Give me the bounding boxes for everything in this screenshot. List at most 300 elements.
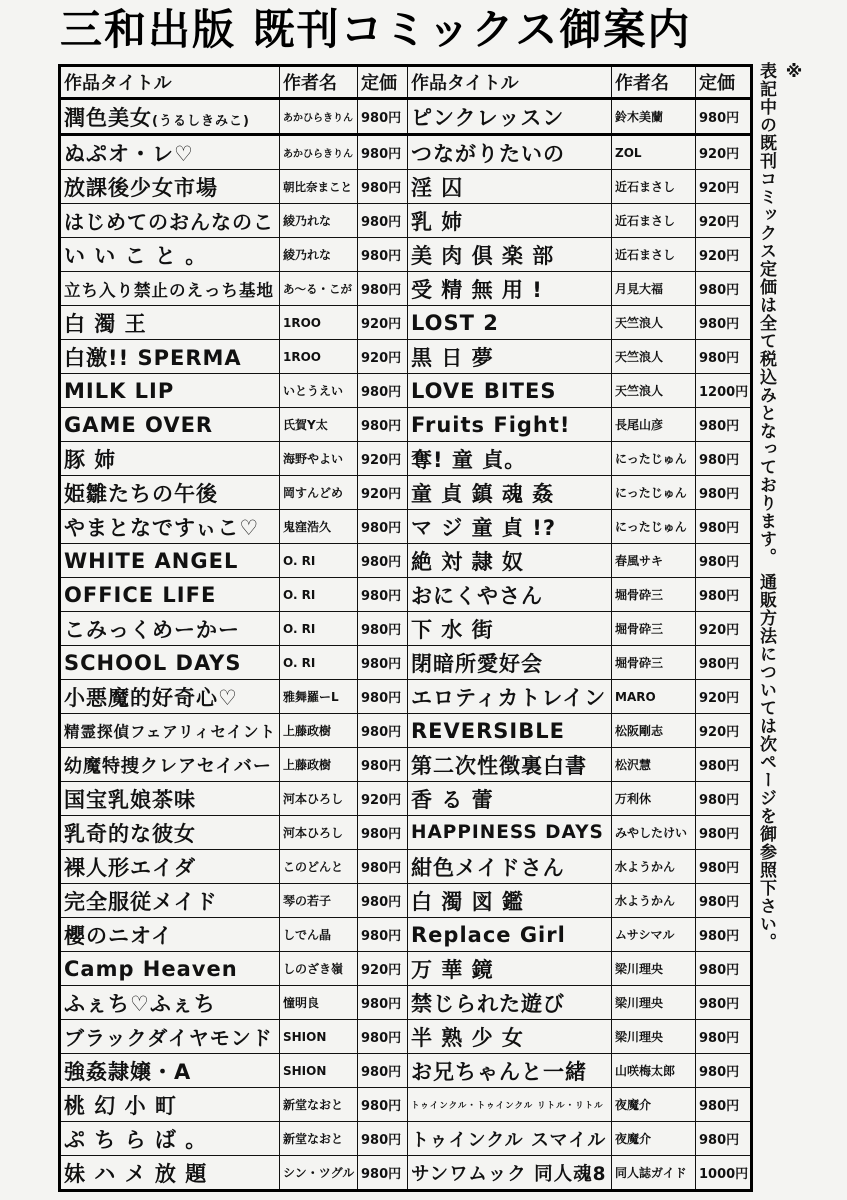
header-author-left: 作者名 bbox=[280, 66, 358, 99]
left-author-text: 新堂なおと bbox=[283, 1132, 344, 1146]
right-title-text: 禁じられた遊び bbox=[411, 991, 565, 1016]
right-author-text: MARO bbox=[615, 689, 656, 704]
right-title-cell bbox=[408, 442, 612, 476]
left-title-text: 強姦隷嬢・A bbox=[64, 1059, 192, 1084]
left-title-text: い い こ と 。 bbox=[64, 243, 208, 268]
left-title-cell bbox=[60, 476, 280, 510]
right-title-text: 受 精 無 用 ! bbox=[411, 277, 543, 302]
table-row bbox=[60, 612, 752, 646]
left-price-text: 920円 bbox=[361, 351, 402, 366]
right-title-cell bbox=[408, 816, 612, 850]
table-row bbox=[60, 442, 752, 476]
left-author-text: 岡すんどめ bbox=[283, 486, 344, 500]
right-price-text: 980円 bbox=[699, 487, 740, 502]
left-price-text: 980円 bbox=[361, 759, 402, 774]
right-price-cell bbox=[696, 204, 752, 238]
left-price-text: 980円 bbox=[361, 1133, 402, 1148]
left-title-cell bbox=[60, 272, 280, 306]
right-author-text: 夜魔介 bbox=[615, 1132, 652, 1146]
right-title-cell bbox=[408, 135, 612, 170]
left-author-text: 1ROO bbox=[283, 315, 321, 330]
table-row bbox=[60, 476, 752, 510]
right-price-cell bbox=[696, 272, 752, 306]
right-price-text: 920円 bbox=[699, 249, 740, 264]
left-title-cell bbox=[60, 986, 280, 1020]
left-title-text: はじめてのおんなのこ bbox=[64, 210, 274, 234]
left-title-cell bbox=[60, 918, 280, 952]
right-author-text: 近石まさし bbox=[615, 248, 676, 262]
table-row bbox=[60, 748, 752, 782]
right-title-text: 奪! 童 貞。 bbox=[411, 447, 527, 472]
right-author-text: 堀骨砕三 bbox=[615, 588, 664, 602]
left-price-cell bbox=[358, 442, 408, 476]
right-author-text: 近石まさし bbox=[615, 214, 676, 228]
right-author-text: 松阪剛志 bbox=[615, 724, 664, 738]
left-price-text: 980円 bbox=[361, 861, 402, 876]
right-price-text: 980円 bbox=[699, 317, 740, 332]
right-title-cell bbox=[408, 476, 612, 510]
right-author-text: 鈴木美蘭 bbox=[615, 110, 664, 124]
left-title-cell bbox=[60, 952, 280, 986]
right-title-text: トゥインクル・トゥインクル リトル・リトル bbox=[411, 1100, 604, 1111]
right-price-cell bbox=[696, 170, 752, 204]
left-author-cell bbox=[280, 1088, 358, 1122]
left-title-cell bbox=[60, 204, 280, 238]
left-title-text: Camp Heaven bbox=[64, 956, 238, 981]
left-title-text: 裸人形エイダ bbox=[64, 855, 196, 880]
right-title-cell bbox=[408, 646, 612, 680]
right-author-cell bbox=[612, 272, 696, 306]
right-price-cell bbox=[696, 816, 752, 850]
left-title-text: 桃 幻 小 町 bbox=[64, 1093, 177, 1118]
left-author-text: 雅舞羅ーL bbox=[283, 690, 339, 704]
left-title-cell bbox=[60, 612, 280, 646]
right-title-cell bbox=[408, 238, 612, 272]
right-author-text: 梁川理央 bbox=[615, 1030, 664, 1044]
right-author-text: 天竺浪人 bbox=[615, 350, 664, 364]
right-author-cell bbox=[612, 918, 696, 952]
left-price-text: 980円 bbox=[361, 725, 402, 740]
left-title-reading: (うるしきみこ) bbox=[152, 113, 250, 129]
left-title-text: 完全服従メイド bbox=[64, 889, 218, 914]
left-price-text: 980円 bbox=[361, 111, 402, 126]
left-price-cell bbox=[358, 1088, 408, 1122]
left-price-cell bbox=[358, 1122, 408, 1156]
table-row bbox=[60, 340, 752, 374]
right-price-cell bbox=[696, 340, 752, 374]
left-price-text: 980円 bbox=[361, 283, 402, 298]
left-title-cell bbox=[60, 816, 280, 850]
header-price-right: 定価 bbox=[696, 66, 752, 99]
left-price-text: 980円 bbox=[361, 1167, 402, 1182]
right-title-cell bbox=[408, 782, 612, 816]
header-author-right: 作者名 bbox=[612, 66, 696, 99]
right-author-text: 万利休 bbox=[615, 792, 652, 806]
right-price-text: 980円 bbox=[699, 963, 740, 978]
table-header-row bbox=[60, 66, 752, 99]
left-price-text: 920円 bbox=[361, 963, 402, 978]
right-title-cell bbox=[408, 340, 612, 374]
right-price-cell bbox=[696, 714, 752, 748]
left-price-text: 920円 bbox=[361, 453, 402, 468]
right-price-cell bbox=[696, 578, 752, 612]
left-title-text: 精霊探偵フェアリィセイント bbox=[64, 722, 277, 741]
left-price-cell bbox=[358, 680, 408, 714]
left-price-cell bbox=[358, 714, 408, 748]
right-author-cell bbox=[612, 680, 696, 714]
right-title-cell bbox=[408, 306, 612, 340]
right-author-text: 堀骨砕三 bbox=[615, 656, 664, 670]
left-author-cell bbox=[280, 1156, 358, 1191]
table-row bbox=[60, 1020, 752, 1054]
right-title-cell bbox=[408, 204, 612, 238]
left-title-text: こみっくめーかー bbox=[64, 617, 240, 642]
right-author-cell bbox=[612, 782, 696, 816]
right-price-cell bbox=[696, 646, 752, 680]
table-row bbox=[60, 408, 752, 442]
left-price-text: 980円 bbox=[361, 215, 402, 230]
left-author-cell bbox=[280, 306, 358, 340]
right-price-text: 980円 bbox=[699, 827, 740, 842]
left-author-cell bbox=[280, 272, 358, 306]
right-author-cell bbox=[612, 1122, 696, 1156]
left-author-text: 朝比奈まこと bbox=[283, 179, 352, 194]
right-price-text: 920円 bbox=[699, 725, 740, 740]
left-author-text: SHION bbox=[283, 1029, 327, 1044]
right-author-cell bbox=[612, 238, 696, 272]
right-price-cell bbox=[696, 408, 752, 442]
left-title-cell bbox=[60, 646, 280, 680]
left-title-text: 幼魔特捜クレアセイバー bbox=[64, 755, 272, 777]
table-row bbox=[60, 986, 752, 1020]
left-title-text: ふぇち♡ふぇち bbox=[64, 991, 216, 1016]
right-price-cell bbox=[696, 986, 752, 1020]
right-price-cell bbox=[696, 612, 752, 646]
left-author-cell bbox=[280, 884, 358, 918]
right-title-cell bbox=[408, 748, 612, 782]
left-author-text: あかひらきりん bbox=[283, 113, 353, 124]
left-title-text: 潤色美女 bbox=[64, 105, 152, 130]
left-price-text: 980円 bbox=[361, 827, 402, 842]
right-price-cell bbox=[696, 1122, 752, 1156]
right-price-cell bbox=[696, 544, 752, 578]
left-price-text: 980円 bbox=[361, 691, 402, 706]
table-row bbox=[60, 884, 752, 918]
right-title-cell bbox=[408, 1054, 612, 1088]
left-author-cell bbox=[280, 952, 358, 986]
left-title-cell bbox=[60, 782, 280, 816]
table-row bbox=[60, 1156, 752, 1191]
right-title-text: 白 濁 図 鑑 bbox=[411, 889, 524, 914]
right-title-text: REVERSIBLE bbox=[411, 718, 565, 743]
left-price-cell bbox=[358, 238, 408, 272]
left-author-cell bbox=[280, 442, 358, 476]
left-price-cell bbox=[358, 306, 408, 340]
left-price-cell bbox=[358, 612, 408, 646]
right-author-text: 近石まさし bbox=[615, 180, 676, 194]
right-author-text: 月見大福 bbox=[615, 282, 664, 296]
table-row bbox=[60, 782, 752, 816]
left-author-text: O. RI bbox=[283, 587, 316, 602]
left-title-cell bbox=[60, 748, 280, 782]
left-price-cell bbox=[358, 99, 408, 135]
table-row bbox=[60, 952, 752, 986]
right-author-cell bbox=[612, 374, 696, 408]
right-author-cell bbox=[612, 544, 696, 578]
table-row bbox=[60, 680, 752, 714]
left-price-cell bbox=[358, 1156, 408, 1191]
note-asterisk: ※ bbox=[784, 62, 804, 83]
right-title-cell bbox=[408, 612, 612, 646]
right-price-text: 980円 bbox=[699, 521, 740, 536]
left-author-cell bbox=[280, 578, 358, 612]
right-title-cell bbox=[408, 272, 612, 306]
right-title-text: エロティカトレイン bbox=[411, 685, 607, 710]
header-price-left: 定価 bbox=[358, 66, 408, 99]
right-title-text: 紺色メイドさん bbox=[411, 855, 565, 880]
right-title-cell bbox=[408, 884, 612, 918]
left-title-cell bbox=[60, 374, 280, 408]
right-author-cell bbox=[612, 714, 696, 748]
right-author-cell bbox=[612, 510, 696, 544]
left-author-text: 河本ひろし bbox=[283, 792, 344, 806]
right-title-cell bbox=[408, 918, 612, 952]
right-price-cell bbox=[696, 748, 752, 782]
left-author-text: あかひらきりん bbox=[283, 149, 353, 160]
left-price-cell bbox=[358, 135, 408, 170]
right-price-cell bbox=[696, 918, 752, 952]
left-title-cell bbox=[60, 408, 280, 442]
right-price-cell bbox=[696, 1088, 752, 1122]
left-author-cell bbox=[280, 748, 358, 782]
right-author-text: 長尾山彦 bbox=[615, 418, 664, 432]
left-price-cell bbox=[358, 544, 408, 578]
right-title-cell bbox=[408, 1156, 612, 1191]
left-title-text: 国宝乳娘茶味 bbox=[64, 787, 196, 812]
table-row bbox=[60, 714, 752, 748]
right-author-text: 松沢慧 bbox=[615, 758, 652, 772]
right-author-text: にったじゅん bbox=[615, 520, 687, 534]
right-title-text: トゥインクル スマイル bbox=[411, 1129, 607, 1151]
left-price-text: 980円 bbox=[361, 1065, 402, 1080]
right-author-cell bbox=[612, 1088, 696, 1122]
left-price-cell bbox=[358, 986, 408, 1020]
left-author-cell bbox=[280, 1054, 358, 1088]
right-title-cell bbox=[408, 578, 612, 612]
right-title-cell bbox=[408, 408, 612, 442]
right-author-text: 夜魔介 bbox=[615, 1098, 652, 1112]
comics-catalog-table bbox=[58, 64, 753, 1192]
right-title-text: おにくやさん bbox=[411, 583, 543, 608]
right-author-text: にったじゅん bbox=[615, 452, 687, 466]
right-title-cell bbox=[408, 1088, 612, 1122]
left-title-cell bbox=[60, 170, 280, 204]
left-author-text: 憧明良 bbox=[283, 996, 320, 1010]
right-price-text: 980円 bbox=[699, 895, 740, 910]
table-row bbox=[60, 510, 752, 544]
left-price-text: 980円 bbox=[361, 589, 402, 604]
right-author-cell bbox=[612, 306, 696, 340]
table-row bbox=[60, 918, 752, 952]
left-price-text: 980円 bbox=[361, 623, 402, 638]
page-title: 三和出版 既刊コミックス御案内 bbox=[60, 5, 692, 54]
right-author-cell bbox=[612, 578, 696, 612]
right-price-cell bbox=[696, 306, 752, 340]
left-title-text: 姫雛たちの午後 bbox=[64, 481, 218, 506]
left-price-text: 920円 bbox=[361, 793, 402, 808]
left-price-text: 980円 bbox=[361, 1031, 402, 1046]
right-price-text: 980円 bbox=[699, 1099, 740, 1114]
right-title-text: 黒 日 夢 bbox=[411, 345, 494, 370]
left-title-text: SCHOOL DAYS bbox=[64, 650, 242, 675]
right-price-cell bbox=[696, 99, 752, 135]
right-price-cell bbox=[696, 135, 752, 170]
right-title-cell bbox=[408, 714, 612, 748]
right-title-cell bbox=[408, 952, 612, 986]
left-title-text: 放課後少女市場 bbox=[64, 175, 218, 200]
left-title-text: ぷ ち ら ば 。 bbox=[64, 1127, 208, 1152]
left-price-cell bbox=[358, 374, 408, 408]
right-price-text: 980円 bbox=[699, 419, 740, 434]
left-price-text: 980円 bbox=[361, 929, 402, 944]
left-title-cell bbox=[60, 1156, 280, 1191]
right-author-text: みやしたけい bbox=[615, 826, 688, 840]
left-price-cell bbox=[358, 884, 408, 918]
right-author-text: にったじゅん bbox=[615, 486, 687, 500]
left-title-cell bbox=[60, 1122, 280, 1156]
right-price-cell bbox=[696, 1156, 752, 1191]
table-row bbox=[60, 272, 752, 306]
right-author-cell bbox=[612, 340, 696, 374]
right-title-cell bbox=[408, 510, 612, 544]
left-price-text: 980円 bbox=[361, 419, 402, 434]
right-price-text: 980円 bbox=[699, 111, 740, 126]
right-title-cell bbox=[408, 374, 612, 408]
left-price-text: 920円 bbox=[361, 487, 402, 502]
right-author-text: 天竺浪人 bbox=[615, 316, 664, 330]
right-price-cell bbox=[696, 680, 752, 714]
right-title-text: 第二次性徴裏白書 bbox=[411, 753, 587, 778]
right-price-text: 980円 bbox=[699, 1065, 740, 1080]
table-row bbox=[60, 816, 752, 850]
right-price-text: 980円 bbox=[699, 351, 740, 366]
right-title-text: Replace Girl bbox=[411, 922, 566, 947]
right-price-text: 980円 bbox=[699, 929, 740, 944]
right-price-cell bbox=[696, 850, 752, 884]
left-price-text: 980円 bbox=[361, 147, 402, 162]
right-price-text: 980円 bbox=[699, 1031, 740, 1046]
left-author-cell bbox=[280, 99, 358, 135]
table-row bbox=[60, 374, 752, 408]
left-title-text: MILK LIP bbox=[64, 378, 175, 403]
right-price-cell bbox=[696, 476, 752, 510]
left-author-cell bbox=[280, 612, 358, 646]
left-author-cell bbox=[280, 850, 358, 884]
right-title-text: LOST 2 bbox=[411, 310, 499, 335]
left-title-text: ぬぷオ・レ♡ bbox=[64, 141, 194, 166]
left-price-text: 920円 bbox=[361, 317, 402, 332]
left-author-text: 1ROO bbox=[283, 349, 321, 364]
table-row bbox=[60, 578, 752, 612]
right-author-text: ZOL bbox=[615, 145, 642, 160]
left-author-cell bbox=[280, 918, 358, 952]
right-author-cell bbox=[612, 1156, 696, 1191]
left-title-cell bbox=[60, 578, 280, 612]
left-title-cell bbox=[60, 135, 280, 170]
left-price-cell bbox=[358, 272, 408, 306]
left-price-cell bbox=[358, 1054, 408, 1088]
table-row bbox=[60, 306, 752, 340]
right-price-text: 1200円 bbox=[699, 385, 749, 400]
table-row bbox=[60, 204, 752, 238]
left-title-text: 豚 姉 bbox=[64, 447, 117, 472]
right-author-cell bbox=[612, 850, 696, 884]
left-price-cell bbox=[358, 1020, 408, 1054]
left-price-text: 980円 bbox=[361, 997, 402, 1012]
left-title-cell bbox=[60, 510, 280, 544]
left-price-text: 980円 bbox=[361, 895, 402, 910]
left-price-cell bbox=[358, 204, 408, 238]
left-author-text: SHION bbox=[283, 1063, 327, 1078]
right-title-text: 美 肉 倶 楽 部 bbox=[411, 243, 555, 268]
right-title-cell bbox=[408, 170, 612, 204]
table-row bbox=[60, 544, 752, 578]
left-author-text: シン・ツグル bbox=[283, 1166, 355, 1180]
right-price-text: 980円 bbox=[699, 759, 740, 774]
left-title-cell bbox=[60, 340, 280, 374]
left-author-text: このどんと bbox=[283, 860, 344, 874]
left-price-text: 980円 bbox=[361, 249, 402, 264]
right-title-text: 香 る 蕾 bbox=[411, 787, 494, 812]
left-author-text: 河本ひろし bbox=[283, 826, 344, 840]
left-author-text: 新堂なおと bbox=[283, 1098, 344, 1112]
left-author-cell bbox=[280, 1020, 358, 1054]
right-title-text: 乳 姉 bbox=[411, 209, 464, 234]
left-title-cell bbox=[60, 714, 280, 748]
right-title-cell bbox=[408, 680, 612, 714]
left-title-text: WHITE ANGEL bbox=[64, 548, 239, 573]
right-title-cell bbox=[408, 1122, 612, 1156]
left-author-cell bbox=[280, 510, 358, 544]
left-author-text: しのざき嶺 bbox=[283, 962, 344, 976]
left-author-text: 綾乃れな bbox=[283, 214, 332, 228]
right-price-text: 980円 bbox=[699, 555, 740, 570]
table-row bbox=[60, 170, 752, 204]
left-title-cell bbox=[60, 306, 280, 340]
right-price-text: 980円 bbox=[699, 793, 740, 808]
right-author-cell bbox=[612, 612, 696, 646]
right-price-text: 920円 bbox=[699, 147, 740, 162]
left-author-text: 琴の若子 bbox=[283, 894, 332, 908]
right-price-text: 1000円 bbox=[699, 1167, 749, 1182]
right-author-cell bbox=[612, 952, 696, 986]
left-title-text: 白 濁 王 bbox=[64, 311, 147, 336]
right-author-cell bbox=[612, 816, 696, 850]
note-text: 表記中の既刊コミックス定価は全て税込みとなっております。 通販方法については次ページを御参照下さい。 bbox=[756, 62, 776, 951]
left-price-cell bbox=[358, 816, 408, 850]
left-author-cell bbox=[280, 135, 358, 170]
table-row bbox=[60, 238, 752, 272]
right-price-cell bbox=[696, 374, 752, 408]
right-title-text: ピンクレッスン bbox=[411, 105, 565, 130]
right-author-text: 山咲梅太郎 bbox=[615, 1064, 676, 1078]
left-author-cell bbox=[280, 646, 358, 680]
left-price-cell bbox=[358, 340, 408, 374]
table-row bbox=[60, 1088, 752, 1122]
left-title-cell bbox=[60, 884, 280, 918]
left-author-cell bbox=[280, 714, 358, 748]
left-author-text: O. RI bbox=[283, 553, 316, 568]
